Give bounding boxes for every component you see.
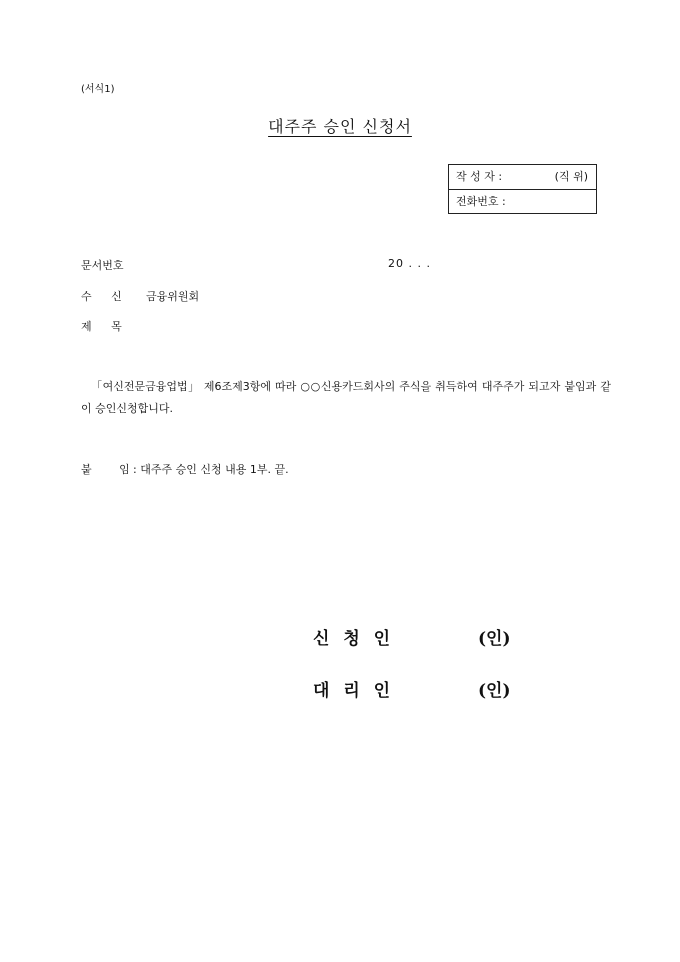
document-title-text: 대주주 승인 신청서 [268,117,412,136]
agent-label: 대 리 인 [313,681,395,701]
attachment-value: : 대주주 승인 신청 내용 1부. 끝. [133,463,289,476]
applicant-label: 신 청 인 [313,629,395,649]
phone-label: 전화번호 : [456,195,506,208]
subject-label: 제 목 [81,320,122,333]
recipient-value: 금융위원회 [146,290,200,303]
author-info-box [448,164,597,214]
phone-row [449,190,596,214]
attachment-label: 붙 임 [81,463,130,476]
agent-seal: (인) [478,681,511,701]
date-placeholder: 20 . . . [388,257,431,270]
doc-number-label: 문서번호 [81,259,124,272]
form-number-tag: (서식1) [81,84,115,95]
applicant-seal: (인) [478,629,511,649]
body-paragraph: 「여신전문금융업법」 제6조제3항에 따라 ○○신용카드회사의 주식을 취득하여 대주주가 되고자 붙임과 같이 승인신청합니다. [81,380,611,415]
position-label: (직 위) [554,170,588,183]
document-title [0,114,680,137]
writer-label: 작 성 자 : [456,170,503,183]
recipient-label: 수 신 [81,290,122,303]
author-row [449,165,596,190]
